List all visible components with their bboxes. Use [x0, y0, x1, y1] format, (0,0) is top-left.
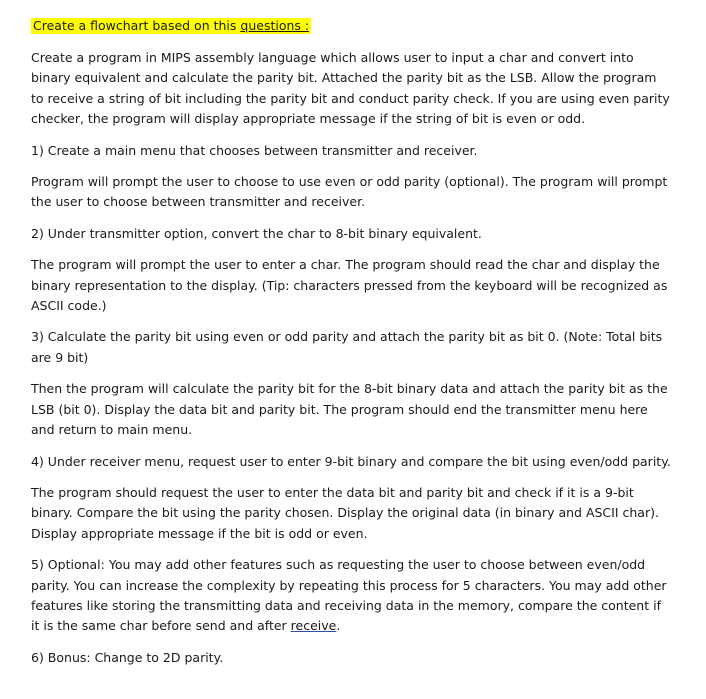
step-3-description: Then the program will calculate the parity bit for the 8-bit binary data and attach the parity bit as the LSB (bit 0). Display the data bit and parity bit. The program should end the transmitter menu here and return to main menu.: [31, 381, 668, 438]
step-4-description: The program should request the user to enter the data bit and parity bit and check if it is a 9-bit binary. Compare the bit using the parity chosen. Display the original data (in binary and ASCII char). Display appropriate message if the bit is odd or even.: [31, 484, 659, 541]
step-1-description: Program will prompt the user to choose to use even or odd parity (optional). The program will prompt the user to choose between transmitter and receiver.: [31, 174, 668, 210]
heading-underlined: questions :: [240, 18, 310, 33]
step-5-end: .: [336, 618, 341, 634]
step-5-optional: [31, 555, 671, 637]
receive-underlined-word: receive: [290, 618, 337, 634]
step-6-bonus: 6) Bonus: Change to 2D parity.: [31, 649, 224, 665]
highlighted-heading: [31, 18, 311, 34]
step-1-title: 1) Create a main menu that chooses between transmitter and receiver.: [31, 142, 478, 158]
intro-paragraph: Create a program in MIPS assembly language which allows user to input a char and convert into binary equivalent and calculate the parity bit. Attached the parity bit as the LSB. Allow the program to receive a string of bit including the parity bit and conduct parity check. If you are using even parity checker, the program will display appropriate message if the string of bit is even or odd.: [31, 50, 670, 127]
step-5-text: 5) Optional: You may add other features such as requesting the user to choose between even/odd parity. You can increase the complexity by repeating this process for 5 characters. You may add other features like storing the transmitting data and receiving data in the memory, compare the content if it is the same char before send and after: [31, 557, 667, 634]
heading-prefix: Create a flowchart based on this: [33, 18, 241, 33]
heading: [31, 16, 671, 36]
step-2-description: The program will prompt the user to enter a char. The program should read the char and display the binary representation to the display. (Tip: characters pressed from the keyboard will be recognized as ASCII code.): [31, 257, 668, 314]
step-4-title: 4) Under receiver menu, request user to enter 9-bit binary and compare the bit using even/odd parity.: [31, 453, 671, 469]
step-3-title: 3) Calculate the parity bit using even or odd parity and attach the parity bit as bit 0. (Note: Total bits are 9 bit): [31, 329, 663, 365]
document-body: [31, 16, 671, 679]
step-2-title: 2) Under transmitter option, convert the char to 8-bit binary equivalent.: [31, 225, 482, 241]
